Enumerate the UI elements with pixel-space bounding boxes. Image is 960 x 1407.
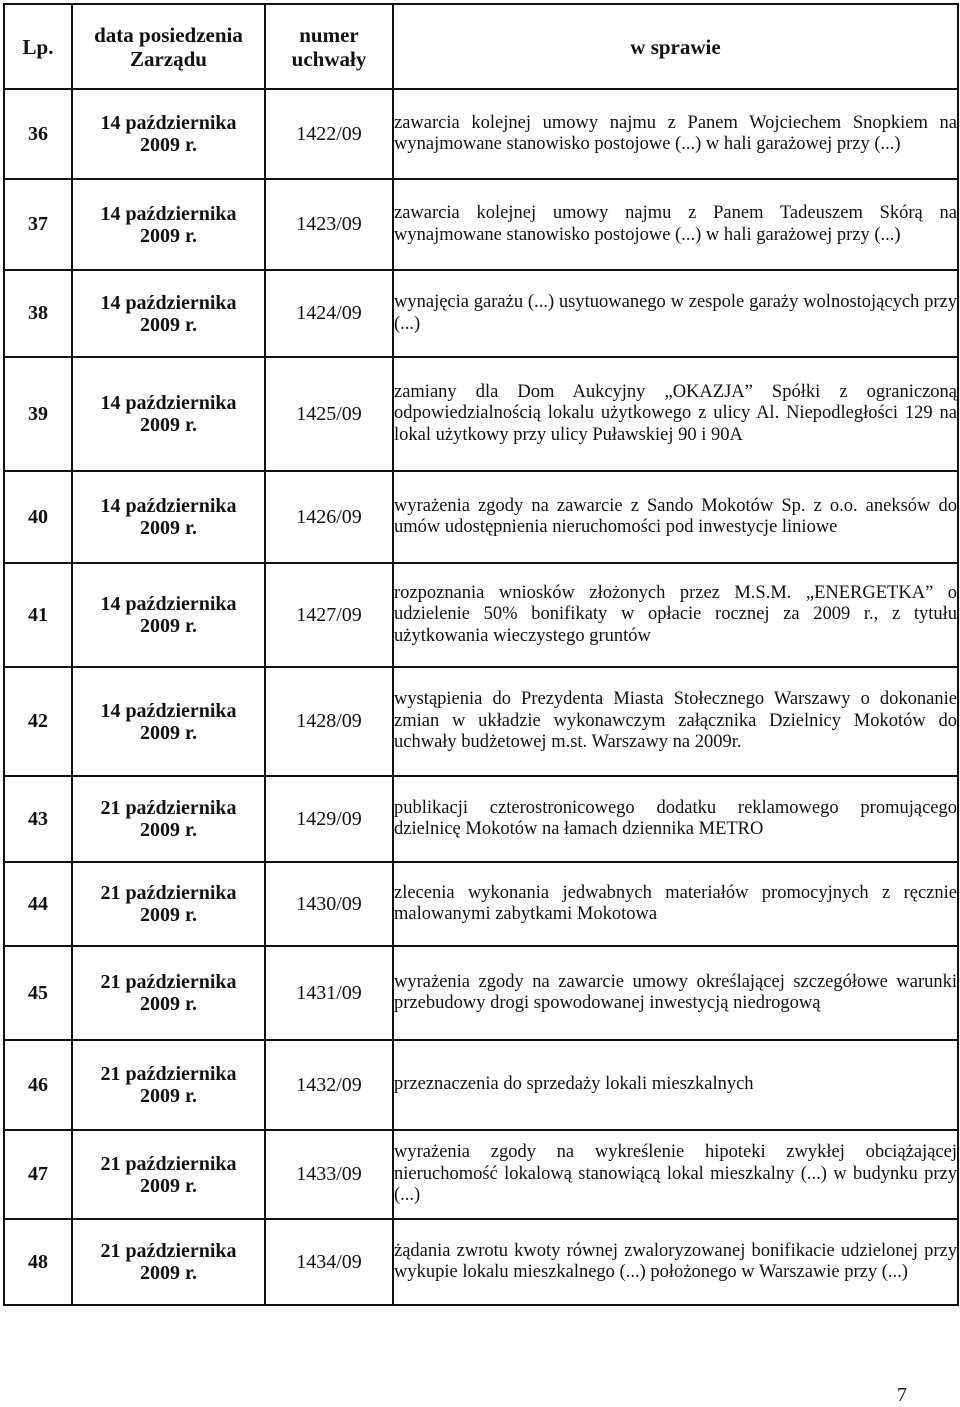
row-subject: wynajęcia garażu (...) usytuowanego w zespole garaży wolnostojących przy (...) — [393, 270, 958, 357]
row-date-day: 21 października — [100, 971, 237, 993]
row-date-day: 21 października — [100, 797, 237, 819]
table-row — [4, 563, 958, 667]
page-number: 7 — [897, 1384, 907, 1406]
header-number — [265, 4, 393, 89]
header-number-line2: uchwały — [291, 46, 367, 71]
row-subject: wyrażenia zgody na wykreślenie hipoteki zwykłej obciążającej nieruchomość lokalową stanowiącą lokal mieszkalny (...) w budynku przy (...) — [393, 1130, 958, 1219]
row-subject: zlecenia wykonania jedwabnych materiałów promocyjnych z ręcznie malowanymi zabytkami Mokotowa — [393, 862, 958, 946]
row-lp: 39 — [4, 357, 72, 471]
row-subject: zawarcia kolejnej umowy najmu z Panem Wojciechem Snopkiem na wynajmowane stanowisko postojowe (...) w hali garażowej przy (...) — [393, 89, 958, 179]
table-row — [4, 776, 958, 862]
header-subject: w sprawie — [393, 4, 958, 89]
row-number: 1430/09 — [265, 862, 393, 946]
row-number: 1434/09 — [265, 1219, 393, 1305]
row-number: 1427/09 — [265, 563, 393, 667]
row-number: 1425/09 — [265, 357, 393, 471]
header-date-line1: data posiedzenia — [94, 22, 243, 47]
row-date — [72, 89, 265, 179]
row-lp: 43 — [4, 776, 72, 862]
row-number: 1424/09 — [265, 270, 393, 357]
header-number-line1: numer — [299, 22, 359, 47]
table-row — [4, 471, 958, 563]
row-date-day: 21 października — [100, 1063, 237, 1085]
row-date-day: 14 października — [100, 699, 237, 722]
row-subject: rozpoznania wniosków złożonych przez M.S.M. „ENERGETKA” o udzielenie 50% bonifikaty w opłacie rocznej za 2009 r., z tytułu użytkowania wieczystego gruntów — [393, 563, 958, 667]
row-subject: przeznaczenia do sprzedaży lokali mieszkalnych — [393, 1040, 958, 1130]
row-lp: 36 — [4, 89, 72, 179]
table-row — [4, 1130, 958, 1219]
row-number: 1429/09 — [265, 776, 393, 862]
row-date-year: 2009 r. — [139, 904, 198, 926]
row-lp: 45 — [4, 946, 72, 1040]
row-date-day: 21 października — [100, 1240, 237, 1262]
row-date — [72, 862, 265, 946]
header-date — [72, 4, 265, 89]
row-date-day: 21 października — [100, 1152, 237, 1175]
row-date-year: 2009 r. — [139, 517, 198, 539]
table-row — [4, 862, 958, 946]
row-date — [72, 563, 265, 667]
table-row — [4, 667, 958, 776]
row-date — [72, 667, 265, 776]
row-subject: zawarcia kolejnej umowy najmu z Panem Tadeuszem Skórą na wynajmowane stanowisko postojowe (...) w hali garażowej przy (...) — [393, 179, 958, 270]
row-lp: 37 — [4, 179, 72, 270]
row-number: 1428/09 — [265, 667, 393, 776]
table-row — [4, 89, 958, 179]
row-date-year: 2009 r. — [139, 134, 198, 156]
row-number: 1433/09 — [265, 1130, 393, 1219]
row-date-year: 2009 r. — [139, 1262, 198, 1284]
table-row — [4, 946, 958, 1040]
row-date — [72, 1040, 265, 1130]
row-date — [72, 1130, 265, 1219]
row-date-year: 2009 r. — [139, 313, 198, 336]
row-date — [72, 946, 265, 1040]
table-row — [4, 357, 958, 471]
row-date-year: 2009 r. — [139, 224, 198, 247]
row-lp: 42 — [4, 667, 72, 776]
row-subject: zamiany dla Dom Aukcyjny „OKAZJA” Spółki z ograniczoną odpowiedzialnością lokalu użytkowego z ulicy Al. Niepodległości 129 na lokal użytkowy przy ulicy Puławskiej 90 i 90A — [393, 357, 958, 471]
row-date-day: 14 października — [100, 495, 237, 517]
header-row — [4, 4, 958, 89]
header-lp: Lp. — [4, 4, 72, 89]
row-date — [72, 1219, 265, 1305]
table-row — [4, 270, 958, 357]
row-date — [72, 471, 265, 563]
row-date-day: 14 października — [100, 392, 237, 414]
row-date-day: 14 października — [100, 202, 237, 225]
row-lp: 41 — [4, 563, 72, 667]
row-date-day: 14 października — [100, 112, 237, 134]
row-date-day: 21 października — [100, 882, 237, 904]
row-date-year: 2009 r. — [139, 414, 198, 436]
row-lp: 46 — [4, 1040, 72, 1130]
row-subject: publikacji czterostronicowego dodatku reklamowego promującego dzielnicę Mokotów na łamach dziennika METRO — [393, 776, 958, 862]
row-number: 1431/09 — [265, 946, 393, 1040]
row-date-year: 2009 r. — [139, 1085, 198, 1107]
row-lp: 40 — [4, 471, 72, 563]
row-date — [72, 270, 265, 357]
row-lp: 38 — [4, 270, 72, 357]
row-lp: 48 — [4, 1219, 72, 1305]
row-date-year: 2009 r. — [139, 615, 198, 637]
row-subject: wyrażenia zgody na zawarcie z Sando Mokotów Sp. z o.o. aneksów do umów udostępnienia nieruchomości pod inwestycje liniowe — [393, 471, 958, 563]
row-date-day: 14 października — [100, 593, 237, 615]
row-lp: 47 — [4, 1130, 72, 1219]
row-lp: 44 — [4, 862, 72, 946]
resolutions-table — [3, 3, 959, 1306]
header-date-line2: Zarządu — [129, 46, 207, 71]
row-number: 1426/09 — [265, 471, 393, 563]
table-row — [4, 1219, 958, 1305]
table-row — [4, 179, 958, 270]
row-date-day: 14 października — [100, 291, 237, 314]
table-row — [4, 1040, 958, 1130]
row-number: 1422/09 — [265, 89, 393, 179]
row-date — [72, 776, 265, 862]
row-subject: wyrażenia zgody na zawarcie umowy określającej szczegółowe warunki przebudowy drogi spowodowanej inwestycją niedrogową — [393, 946, 958, 1040]
row-number: 1423/09 — [265, 179, 393, 270]
row-date-year: 2009 r. — [139, 819, 198, 841]
row-date-year: 2009 r. — [139, 721, 198, 744]
row-date — [72, 179, 265, 270]
row-date — [72, 357, 265, 471]
row-subject: wystąpienia do Prezydenta Miasta Stołecznego Warszawy o dokonanie zmian w układzie wykonawczym załącznika Dzielnicy Mokotów do uchwały budżetowej m.st. Warszawy na 2009r. — [393, 667, 958, 776]
row-date-year: 2009 r. — [139, 1174, 198, 1197]
row-subject: żądania zwrotu kwoty równej zwaloryzowanej bonifikacie udzielonej przy wykupie lokalu mieszkalnego (...) położonego w Warszawie przy (...) — [393, 1219, 958, 1305]
row-number: 1432/09 — [265, 1040, 393, 1130]
row-date-year: 2009 r. — [139, 993, 198, 1015]
